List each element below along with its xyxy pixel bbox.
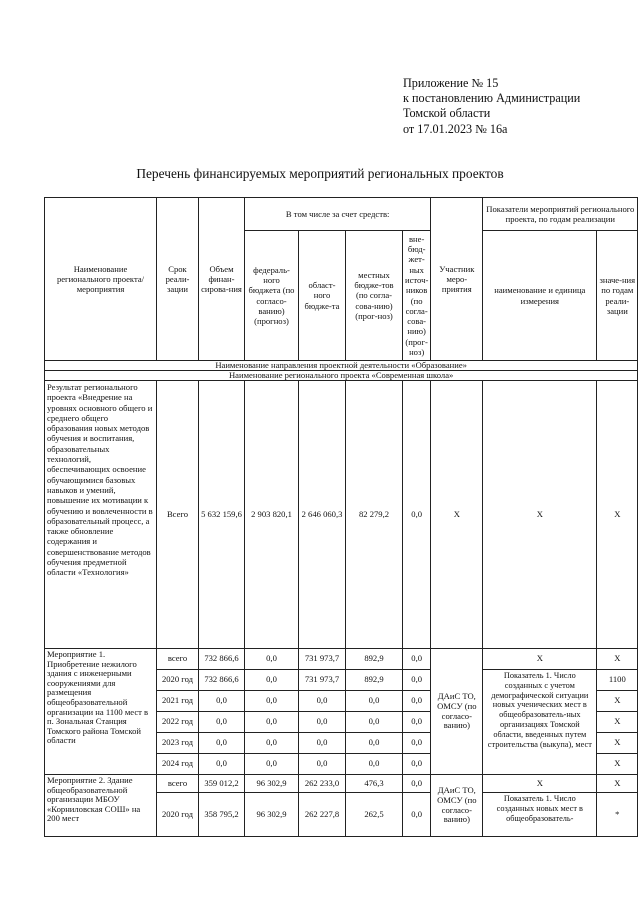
- page-title: Перечень финансируемых мероприятий региональных проектов: [136, 166, 504, 181]
- extra-cell: 0,0: [403, 775, 431, 793]
- local-cell: 0,0: [346, 691, 403, 712]
- regional-cell: 731 973,7: [299, 670, 346, 691]
- regional-cell: 731 973,7: [299, 649, 346, 670]
- extra-cell: 0,0: [403, 754, 431, 775]
- header-indicator-name: наименование и единица измерения: [483, 231, 597, 361]
- appendix-line: к постановлению Администрации: [403, 91, 581, 106]
- result-value: Х: [597, 381, 638, 649]
- term-cell: 2021 год: [157, 691, 199, 712]
- regional-cell: 262 227,8: [299, 793, 346, 837]
- header-extra: вне-бюд-жет-ных источ-ников (по согла-сова-нию) (прог-ноз): [403, 231, 431, 361]
- local-cell: 0,0: [346, 733, 403, 754]
- volume-cell: 732 866,6: [199, 649, 245, 670]
- result-name: Результат регионального проекта «Внедрение на уровнях основного общего и среднего общего образования новых методов обучения и воспитания, образовательных технологий, обеспечивающих освоение обучающимися базовых навыков и умений, повышение их мотивации к обучению и вовлеченности в образовательный процесс, а также обновление содержания и совершенствование методов обучения предметной области «Технология»: [45, 381, 157, 649]
- result-local: 82 279,2: [346, 381, 403, 649]
- appendix-date: от 17.01.2023 № 16а: [403, 121, 508, 136]
- indicator-cell: Х: [483, 649, 597, 670]
- indicator-cell: Х: [483, 775, 597, 793]
- term-cell: 2022 год: [157, 712, 199, 733]
- header-indicator-value: значе-ния по годам реали-зации: [597, 231, 638, 361]
- header-volume: Объем финан-сирова-ния: [199, 198, 245, 361]
- appendix-line: Томской области: [403, 106, 491, 121]
- measure1-name: Мероприятие 1. Приобретение нежилого здания с инженерными сооружениями для размещения общеобразовательной организации на 1100 мест в п. Зональная Станция Томского района Томской области: [45, 649, 157, 775]
- local-cell: 476,3: [346, 775, 403, 793]
- volume-cell: 0,0: [199, 754, 245, 775]
- local-cell: 0,0: [346, 712, 403, 733]
- header-name: Наименование регионального проекта/ мероприятия: [45, 198, 157, 361]
- value-cell: 1100: [597, 670, 638, 691]
- volume-cell: 732 866,6: [199, 670, 245, 691]
- extra-cell: 0,0: [403, 733, 431, 754]
- local-cell: 0,0: [346, 754, 403, 775]
- value-cell: Х: [597, 754, 638, 775]
- measure1-indicator: Показатель 1. Число созданных с учетом демографической ситуации новых ученических мест в общеобразователь-ных организациях Томской области, введенных путем строительства (выкупа), мест: [483, 670, 597, 775]
- measure2-participant: ДАиС ТО, ОМСУ (по согласо-ванию): [431, 775, 483, 837]
- term-cell: всего: [157, 649, 199, 670]
- term-cell: 2023 год: [157, 733, 199, 754]
- result-row: [45, 381, 638, 649]
- federal-cell: 0,0: [245, 670, 299, 691]
- local-cell: 262,5: [346, 793, 403, 837]
- measures-table: [44, 197, 638, 837]
- header-local: местных бюдже-тов (по согла-сова-нию) (прог-ноз): [346, 231, 403, 361]
- result-volume: 5 632 159,6: [199, 381, 245, 649]
- volume-cell: 0,0: [199, 712, 245, 733]
- volume-cell: 358 795,2: [199, 793, 245, 837]
- header-regional: област-ного бюдже-та: [299, 231, 346, 361]
- federal-cell: 0,0: [245, 649, 299, 670]
- federal-cell: 96 302,9: [245, 775, 299, 793]
- regional-cell: 0,0: [299, 691, 346, 712]
- table-row: [45, 775, 638, 793]
- term-cell: 2020 год: [157, 670, 199, 691]
- result-participant: Х: [431, 381, 483, 649]
- project-row: Наименование регионального проекта «Современная школа»: [45, 371, 638, 381]
- local-cell: 892,9: [346, 649, 403, 670]
- extra-cell: 0,0: [403, 793, 431, 837]
- header-participant: Участник меро-приятия: [431, 198, 483, 361]
- result-term: Всего: [157, 381, 199, 649]
- term-cell: 2020 год: [157, 793, 199, 837]
- indicator-cell: Показатель 1. Число созданных новых мест в общеобразователь-: [483, 793, 597, 837]
- extra-cell: 0,0: [403, 670, 431, 691]
- appendix-block: [403, 76, 580, 137]
- regional-cell: 0,0: [299, 733, 346, 754]
- regional-cell: 262 233,0: [299, 775, 346, 793]
- appendix-line: Приложение № 15: [403, 76, 499, 90]
- value-cell: Х: [597, 733, 638, 754]
- value-cell: Х: [597, 775, 638, 793]
- header-federal: федераль-ного бюджета (по согласо-ванию) (прогноз): [245, 231, 299, 361]
- measure1-participant: ДАиС ТО, ОМСУ (по согласо-ванию): [431, 649, 483, 775]
- value-cell: Х: [597, 649, 638, 670]
- measure2-name: Мероприятие 2. Здание общеобразовательной организации МБОУ «Корниловская СОШ» на 200 мест: [45, 775, 157, 837]
- volume-cell: 0,0: [199, 691, 245, 712]
- federal-cell: 0,0: [245, 691, 299, 712]
- term-cell: всего: [157, 775, 199, 793]
- value-cell: *: [597, 793, 638, 837]
- result-regional: 2 646 060,3: [299, 381, 346, 649]
- federal-cell: 96 302,9: [245, 793, 299, 837]
- direction-row: Наименование направления проектной деятельности «Образование»: [45, 361, 638, 371]
- table-row: [45, 649, 638, 670]
- regional-cell: 0,0: [299, 754, 346, 775]
- federal-cell: 0,0: [245, 733, 299, 754]
- volume-cell: 0,0: [199, 733, 245, 754]
- federal-cell: 0,0: [245, 754, 299, 775]
- term-cell: 2024 год: [157, 754, 199, 775]
- header-indicators: Показатели мероприятий регионального проекта, по годам реализации: [483, 198, 638, 231]
- regional-cell: 0,0: [299, 712, 346, 733]
- volume-cell: 359 012,2: [199, 775, 245, 793]
- federal-cell: 0,0: [245, 712, 299, 733]
- value-cell: Х: [597, 712, 638, 733]
- result-federal: 2 903 820,1: [245, 381, 299, 649]
- extra-cell: 0,0: [403, 649, 431, 670]
- result-extra: 0,0: [403, 381, 431, 649]
- header-including: В том числе за счет средств:: [245, 198, 431, 231]
- extra-cell: 0,0: [403, 712, 431, 733]
- local-cell: 892,9: [346, 670, 403, 691]
- result-indicator: Х: [483, 381, 597, 649]
- header-term: Срок реали-зации: [157, 198, 199, 361]
- value-cell: Х: [597, 691, 638, 712]
- extra-cell: 0,0: [403, 691, 431, 712]
